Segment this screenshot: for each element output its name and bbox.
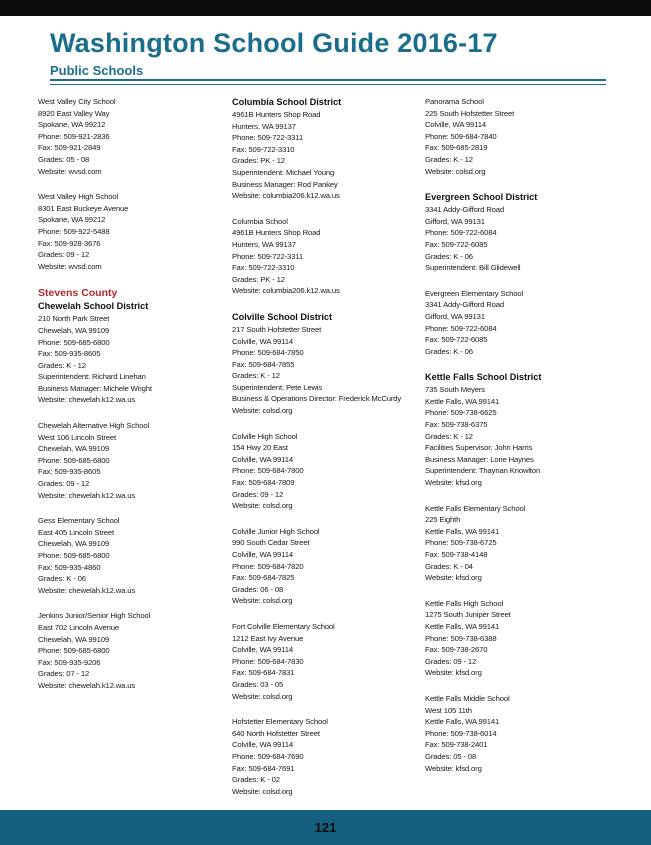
entry-line: Website: chewelah.k12.wa.us: [38, 490, 136, 500]
entry-line: Website: kfsd.org: [425, 573, 482, 583]
entry-line: Grades: 09 - 12: [38, 479, 90, 489]
entry-line: 1212 East Ivy Avenue: [232, 633, 304, 643]
top-bar: [0, 0, 651, 16]
school-entry: [38, 420, 218, 501]
entry-line: Website: chewelah.k12.wa.us: [38, 395, 136, 405]
entry-line: Hunters, WA 99137: [232, 121, 296, 131]
entry-line: Colville, WA 99114: [425, 120, 486, 130]
entry-line: Phone: 509-685-6800: [38, 551, 110, 560]
entry-line: Grades: 05 - 08: [425, 751, 477, 761]
entry-line: Phone: 509-922-5488: [38, 226, 110, 236]
entry-line: Website: kfsd.org: [425, 763, 482, 773]
entry-line: 4961B Hunters Shop Road: [232, 110, 321, 119]
column-3: [425, 96, 605, 788]
entry-line: 225 Eighth: [425, 515, 461, 525]
entry-line: 217 South Hofstetter Street: [232, 324, 322, 334]
entry-line: Colville, WA 99114: [232, 550, 293, 559]
entry-line: Colville, WA 99114: [232, 645, 293, 655]
district-heading: Colville School District: [232, 311, 333, 322]
entry-line: Chewelah Alternative High School: [38, 421, 150, 431]
school-entry: [425, 191, 605, 274]
entry-line: Grades: 09 - 12: [425, 656, 477, 666]
county-heading: Stevens County: [38, 287, 118, 300]
entry-line: Phone: 509-684-7850: [232, 348, 304, 358]
entry-line: Phone: 509-738-6014: [425, 728, 497, 738]
entry-line: Colville Junior High School: [232, 526, 320, 536]
entry-line: Superintendent: Thaynan Knowlton: [425, 466, 541, 476]
header-rule-bottom: [50, 84, 606, 85]
school-entry: [232, 311, 412, 417]
entry-line: Grades: K - 12: [425, 154, 473, 164]
entry-line: Superintendent: Richard Linehan: [38, 372, 146, 382]
entry-line: Hofstetter Elementary School: [232, 717, 328, 727]
school-entry: [425, 503, 605, 584]
school-entry: [38, 286, 218, 406]
entry-line: Phone: 509-722-6084: [425, 228, 497, 238]
entry-line: Website: columbia206.k12.wa.us: [232, 191, 340, 201]
entry-line: West 106 Lincoln Street: [38, 432, 117, 442]
page-subtitle: Public Schools: [50, 63, 144, 78]
entry-line: Grades: 09 - 12: [232, 489, 284, 499]
entry-line: Business Manager: Rod Pankey: [232, 179, 338, 189]
entry-line: 1275 South Juniper Street: [425, 610, 511, 620]
entry-line: Website: colsd.org: [232, 406, 293, 416]
entry-line: West Valley High School: [38, 192, 119, 202]
entry-line: Website: colsd.org: [425, 166, 486, 176]
entry-line: Colville, WA 99114: [232, 740, 293, 750]
entry-line: Phone: 509-722-6084: [425, 323, 497, 333]
entry-line: Columbia School: [232, 216, 288, 226]
entry-line: Fax: 509-738-2670: [425, 645, 488, 655]
entry-line: Grades: K - 04: [425, 561, 473, 571]
district-heading: Columbia School District: [232, 97, 342, 107]
entry-line: Superintendent: Michael Young: [232, 167, 335, 177]
entry-line: Fax: 509-935-4860: [38, 562, 101, 572]
entry-line: West 105 11th: [425, 705, 472, 715]
entry-line: Fax: 509-722-6085: [425, 335, 488, 345]
school-entry: [232, 716, 412, 797]
entry-line: Spokane, WA 99212: [38, 215, 106, 225]
entry-line: Grades: PK - 12: [232, 156, 285, 166]
entry-line: Grades: K - 02: [232, 775, 280, 785]
entry-line: Chewelah, WA 99109: [38, 539, 109, 549]
entry-line: Fort Colville Elementary School: [232, 621, 335, 631]
entry-line: 210 North Park Street: [38, 314, 110, 324]
entry-line: Hunters, WA 99137: [232, 239, 296, 249]
entry-line: 8301 East Buckeye Avenue: [38, 203, 129, 213]
entry-line: 225 South Hofstetter Street: [425, 108, 515, 118]
entry-line: Fax: 509-684-7831: [232, 668, 295, 678]
entry-line: Grades: 05 - 08: [38, 154, 90, 164]
entry-line: Grades: 06 - 08: [232, 584, 284, 594]
entry-line: Grades: 03 - 05: [232, 679, 284, 689]
entry-line: Phone: 509-685-6800: [38, 337, 110, 347]
entry-line: Fax: 509-722-3310: [232, 263, 295, 273]
page-title: Washington School Guide 2016-17: [50, 28, 498, 58]
entry-line: Grades: K - 06: [425, 251, 473, 261]
entry-line: Phone: 509-738-6388: [425, 633, 497, 643]
school-entry: [425, 288, 605, 358]
entry-line: Website: chewelah.k12.wa.us: [38, 680, 136, 690]
entry-line: Chewelah, WA 99109: [38, 325, 109, 335]
entry-line: Fax: 509-722-3310: [232, 144, 295, 154]
column-1: [38, 96, 218, 706]
entry-line: Colville, WA 99114: [232, 454, 293, 464]
entry-line: Phone: 509-921-2836: [38, 131, 110, 141]
entry-line: Phone: 509-684-7800: [232, 466, 304, 476]
entry-line: Phone: 509-684-7820: [232, 561, 304, 571]
entry-line: Kettle Falls, WA 99141: [425, 526, 500, 536]
entry-line: Spokane, WA 99212: [38, 120, 106, 130]
entry-line: Superintendent: Bill Glidewell: [425, 263, 521, 273]
entry-line: Grades: K - 06: [425, 346, 473, 356]
district-heading: Evergreen School District: [425, 192, 538, 203]
entry-line: Grades: K - 12: [425, 431, 473, 441]
entry-line: Fax: 509-722-6085: [425, 239, 488, 249]
entry-line: 3341 Addy-Gifford Road: [425, 205, 505, 215]
district-heading: Kettle Falls School District: [425, 372, 542, 383]
entry-line: 3341 Addy-Gifford Road: [425, 300, 505, 310]
school-entry: [38, 191, 218, 272]
entry-line: Fax: 509-684-7825: [232, 573, 295, 583]
entry-line: Kettle Falls Elementary School: [425, 503, 526, 513]
entry-line: Phone: 509-684-7840: [425, 131, 497, 141]
entry-line: Phone: 509-685-6800: [38, 646, 110, 656]
entry-line: West Valley City School: [38, 97, 116, 106]
entry-line: Phone: 509-722-3311: [232, 133, 303, 143]
header-rule-top: [50, 79, 606, 81]
entry-line: Website: kfsd.org: [425, 478, 482, 488]
entry-line: Fax: 509-921-2849: [38, 143, 101, 153]
entry-line: Jenkins Junior/Senior High School: [38, 611, 151, 621]
entry-line: Fax: 509-935-9206: [38, 657, 101, 667]
entry-line: Phone: 509-738-6625: [425, 408, 497, 418]
entry-line: Colville High School: [232, 431, 298, 441]
entry-line: Facilities Supervisor: John Harris: [425, 443, 533, 453]
school-entry: [232, 526, 412, 607]
entry-line: East 702 Lincoln Avenue: [38, 622, 120, 632]
entry-line: 8920 East Valley Way: [38, 108, 110, 118]
school-entry: [232, 431, 412, 512]
entry-line: Kettle Falls, WA 99141: [425, 396, 500, 406]
entry-line: Grades: K - 12: [38, 360, 86, 370]
entry-line: Grades: PK - 12: [232, 274, 285, 284]
column-2: [232, 96, 412, 811]
entry-line: Website: colsd.org: [232, 786, 293, 796]
entry-line: Grades: K - 06: [38, 574, 86, 584]
entry-line: Gess Elementary School: [38, 516, 120, 526]
school-entry: [425, 598, 605, 679]
entry-line: Kettle Falls High School: [425, 598, 504, 608]
entry-line: East 405 Lincoln Street: [38, 527, 115, 537]
entry-line: Fax: 509-684-7855: [232, 359, 295, 369]
entry-line: 990 South Cedar Street: [232, 538, 310, 548]
entry-line: Business & Operations Director: Frederick McCurdy: [232, 394, 402, 404]
entry-line: Panorama School: [425, 97, 484, 106]
entry-line: Kettle Falls Middle School: [425, 693, 510, 703]
entry-line: 640 North Hofstetter Street: [232, 728, 320, 738]
entry-line: Gifford, WA 99131: [425, 216, 485, 226]
school-entry: [38, 610, 218, 691]
entry-line: Website: wvsd.com: [38, 166, 102, 176]
entry-line: Kettle Falls, WA 99141: [425, 621, 500, 631]
entry-line: Evergreen Elementary School: [425, 288, 524, 298]
entry-line: Phone: 509-738-6725: [425, 538, 497, 548]
entry-line: Phone: 509-685-6800: [38, 455, 110, 465]
entry-line: Colville, WA 99114: [232, 336, 293, 346]
entry-line: 735 South Meyers: [425, 385, 485, 395]
entry-line: Phone: 509-684-7690: [232, 751, 304, 761]
page-number: 121: [314, 820, 337, 835]
entry-line: Business Manager: Michele Wright: [38, 383, 152, 393]
entry-line: Fax: 509-738-4148: [425, 550, 488, 559]
entry-line: Phone: 509-722-3311: [232, 251, 303, 261]
district-heading: Chewelah School District: [38, 301, 149, 312]
entry-line: Fax: 509-738-6375: [425, 420, 488, 430]
entry-line: Fax: 509-685-2819: [425, 143, 488, 153]
entry-line: Website: colsd.org: [232, 596, 293, 606]
entry-line: Chewelah, WA 99109: [38, 444, 109, 454]
entry-line: Website: colsd.org: [232, 691, 293, 701]
entry-line: Chewelah, WA 99109: [38, 634, 109, 644]
school-entry: [425, 693, 605, 774]
entry-line: Fax: 509-684-7691: [232, 763, 295, 773]
entry-line: Phone: 509-684-7830: [232, 656, 304, 666]
entry-line: Website: wvsd.com: [38, 261, 102, 271]
entry-line: Grades: 07 - 12: [38, 669, 90, 679]
entry-line: Fax: 509-928-3676: [38, 238, 101, 248]
entry-line: Superintendent: Pete Lewis: [232, 382, 323, 392]
entry-line: Fax: 509-935-8605: [38, 349, 101, 359]
entry-line: Business Manager: Lorie Haynes: [425, 454, 534, 464]
entry-line: Website: kfsd.org: [425, 668, 482, 678]
entry-line: Kettle Falls, WA 99141: [425, 717, 500, 727]
school-entry: [232, 621, 412, 702]
school-entry: [425, 371, 605, 488]
entry-line: 154 Hwy 20 East: [232, 443, 288, 453]
entry-line: 4961B Hunters Shop Road: [232, 228, 321, 238]
entry-line: Fax: 509-684-7809: [232, 478, 295, 488]
entry-line: Website: columbia206.k12.wa.us: [232, 286, 340, 296]
school-entry: [38, 515, 218, 596]
entry-line: Website: colsd.org: [232, 501, 293, 511]
school-entry: [38, 96, 218, 177]
entry-line: Fax: 509-935-8605: [38, 467, 101, 477]
entry-line: Website: chewelah.k12.wa.us: [38, 585, 136, 595]
entry-line: Gifford, WA 99131: [425, 311, 485, 321]
school-entry: [232, 96, 412, 202]
school-entry: [425, 96, 605, 177]
entry-line: Grades: 09 - 12: [38, 250, 90, 260]
entry-line: Fax: 509-738-2401: [425, 740, 488, 750]
school-entry: [232, 216, 412, 297]
entry-line: Grades: K - 12: [232, 371, 280, 381]
